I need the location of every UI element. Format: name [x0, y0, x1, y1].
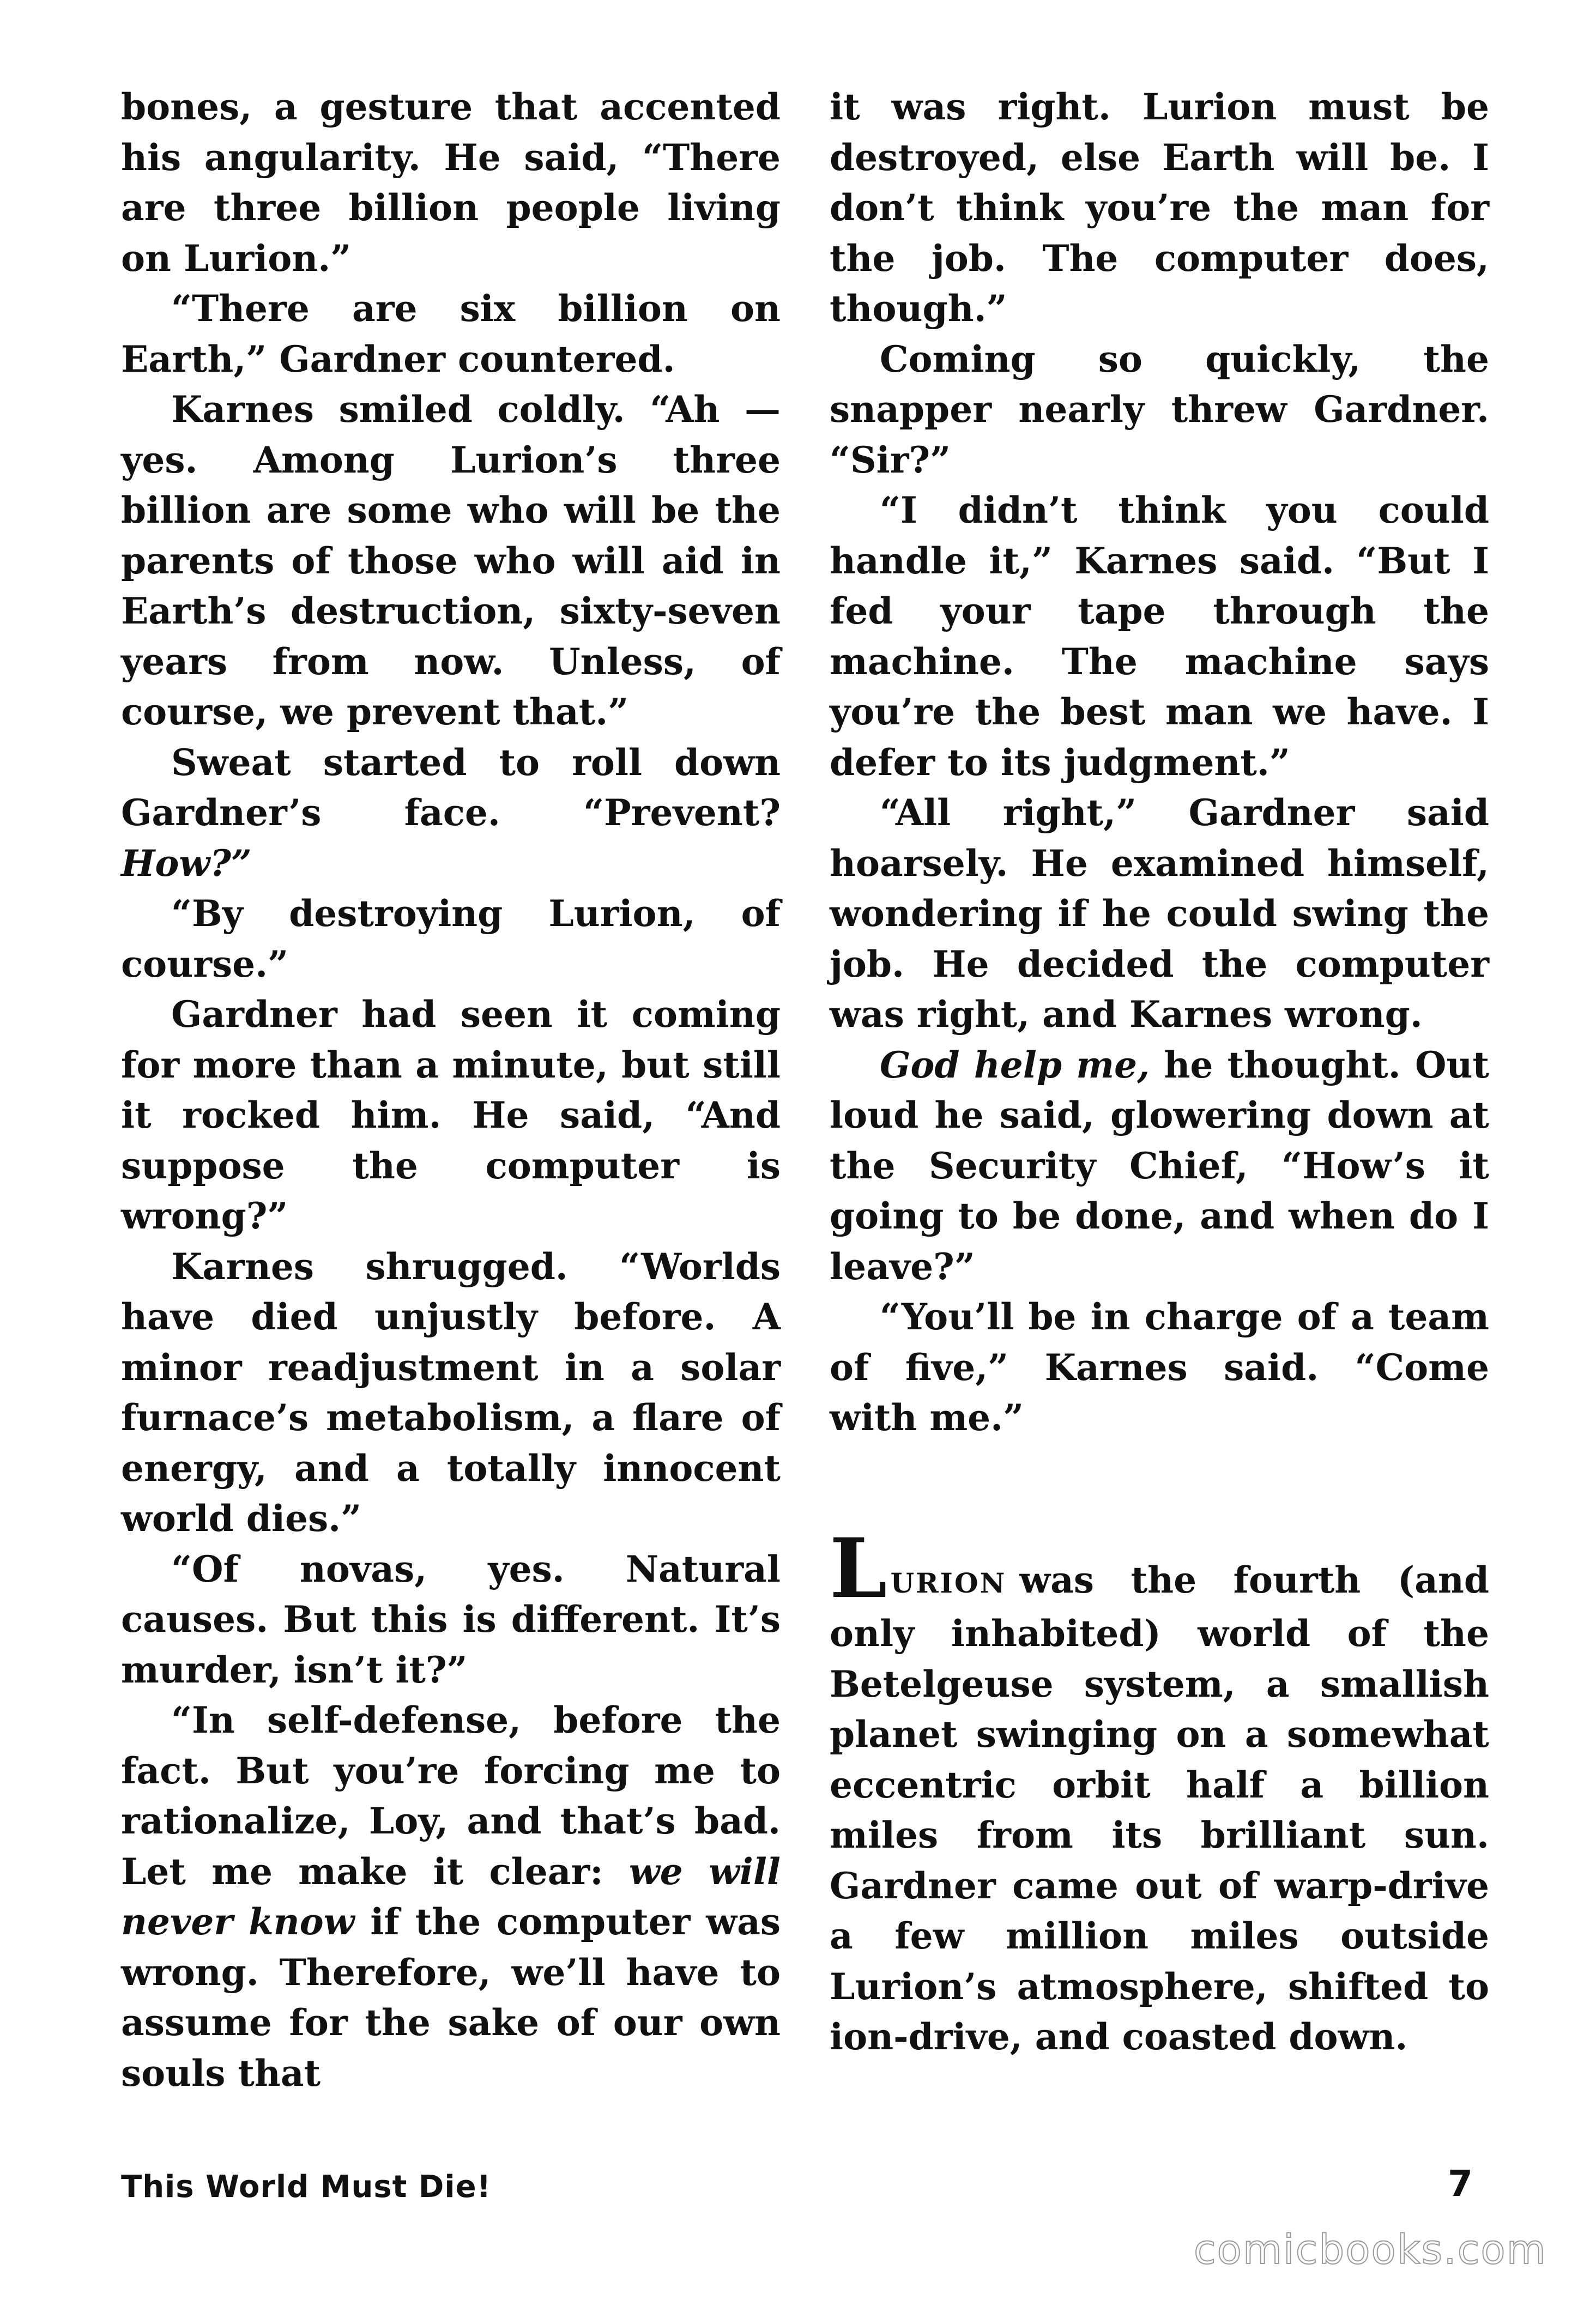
section-opening-paragraph	[830, 1520, 1489, 2062]
paragraph: “You’ll be in charge of a team of five,” Karnes said. “Come with me.”	[830, 1296, 1489, 1439]
italic-emphasis: God help me,	[880, 1043, 1150, 1086]
paragraph	[830, 1040, 1489, 1292]
paragraph: Karnes smiled coldly. “Ah —yes. Among Lurion’s three billion are some who will be the parents of those who will aid in Earth’s destruction, sixty-seven years from now. Unless, of course, we prevent that.”	[121, 388, 781, 733]
opening-word: URION	[890, 1566, 1007, 1599]
footer-story-title: This World Must Die!	[121, 2169, 492, 2205]
paragraph-text: “In self-defense, before the fact. But you’re forcing me to rationalize, Loy, and that’s bad. Let me make it clear:	[121, 1699, 781, 1893]
paragraph: “By destroying Lurion, of course.”	[121, 892, 781, 985]
paragraph-text: Sweat started to roll down Gardner’s face. “Prevent?	[121, 741, 781, 834]
paragraph: “I didn’t think you could handle it,” Karnes said. “But I fed your tape through the machine. The machine says you’re the best man we have. I defer to its judgment.”	[830, 489, 1489, 784]
paragraph: “There are six billion on Earth,” Gardner countered.	[121, 287, 781, 380]
paragraph	[121, 737, 781, 889]
paragraph: bones, a gesture that accented his angularity. He said, “There are three billion people living on Lurion.”	[121, 86, 781, 280]
right-text-column	[830, 82, 1489, 2062]
paragraph: “All right,” Gardner said hoarsely. He examined himself, wondering if he could swing the job. He decided the computer was right, and Karnes wrong.	[830, 791, 1489, 1036]
page-number: 7	[1448, 2163, 1473, 2205]
paragraph: Karnes shrugged. “Worlds have died unjustly before. A minor readjustment in a solar furnace’s metabolism, a flare of energy, and a totally innocent world dies.”	[121, 1245, 781, 1540]
watermark-logo: comicbooks.com	[1194, 2226, 1547, 2273]
paragraph: “Of novas, yes. Natural causes. But this is different. It’s murder, isn’t it?”	[121, 1547, 781, 1691]
paragraph-text: he thought. Out loud he said, glowering down at the Security Chief, “How’s it going to be done, and when do I leave?”	[830, 1043, 1489, 1288]
italic-emphasis: How?”	[121, 842, 252, 885]
italic-emphasis: we will never know	[121, 1850, 781, 1943]
left-text-column	[121, 82, 781, 2098]
section-opening-text: was the fourth (and only inhabited) world of the Betelgeuse system, a smallish planet swinging on a somewhat eccentric orbit half a billion miles from its brilliant sun. Gardner came out of warp-drive a few million miles outside Lurion’s atmosphere, shifted to ion-drive, and coasted down.	[830, 1558, 1489, 2058]
paragraph-text: if the computer was wrong. Therefore, we’ll have to assume for the sake of our own souls that	[121, 1900, 781, 2095]
drop-cap-letter: L	[830, 1520, 887, 1617]
paragraph: Gardner had seen it coming for more than a minute, but still it rocked him. He said, “And suppose the computer is wrong?”	[121, 993, 781, 1237]
paragraph	[121, 1695, 781, 2098]
section-break-gap	[830, 1443, 1489, 1541]
paragraph: Coming so quickly, the snapper nearly threw Gardner. “Sir?”	[830, 337, 1489, 481]
paragraph: it was right. Lurion must be destroyed, else Earth will be. I don’t think you’re the man for the job. The computer does, though.”	[830, 86, 1489, 330]
